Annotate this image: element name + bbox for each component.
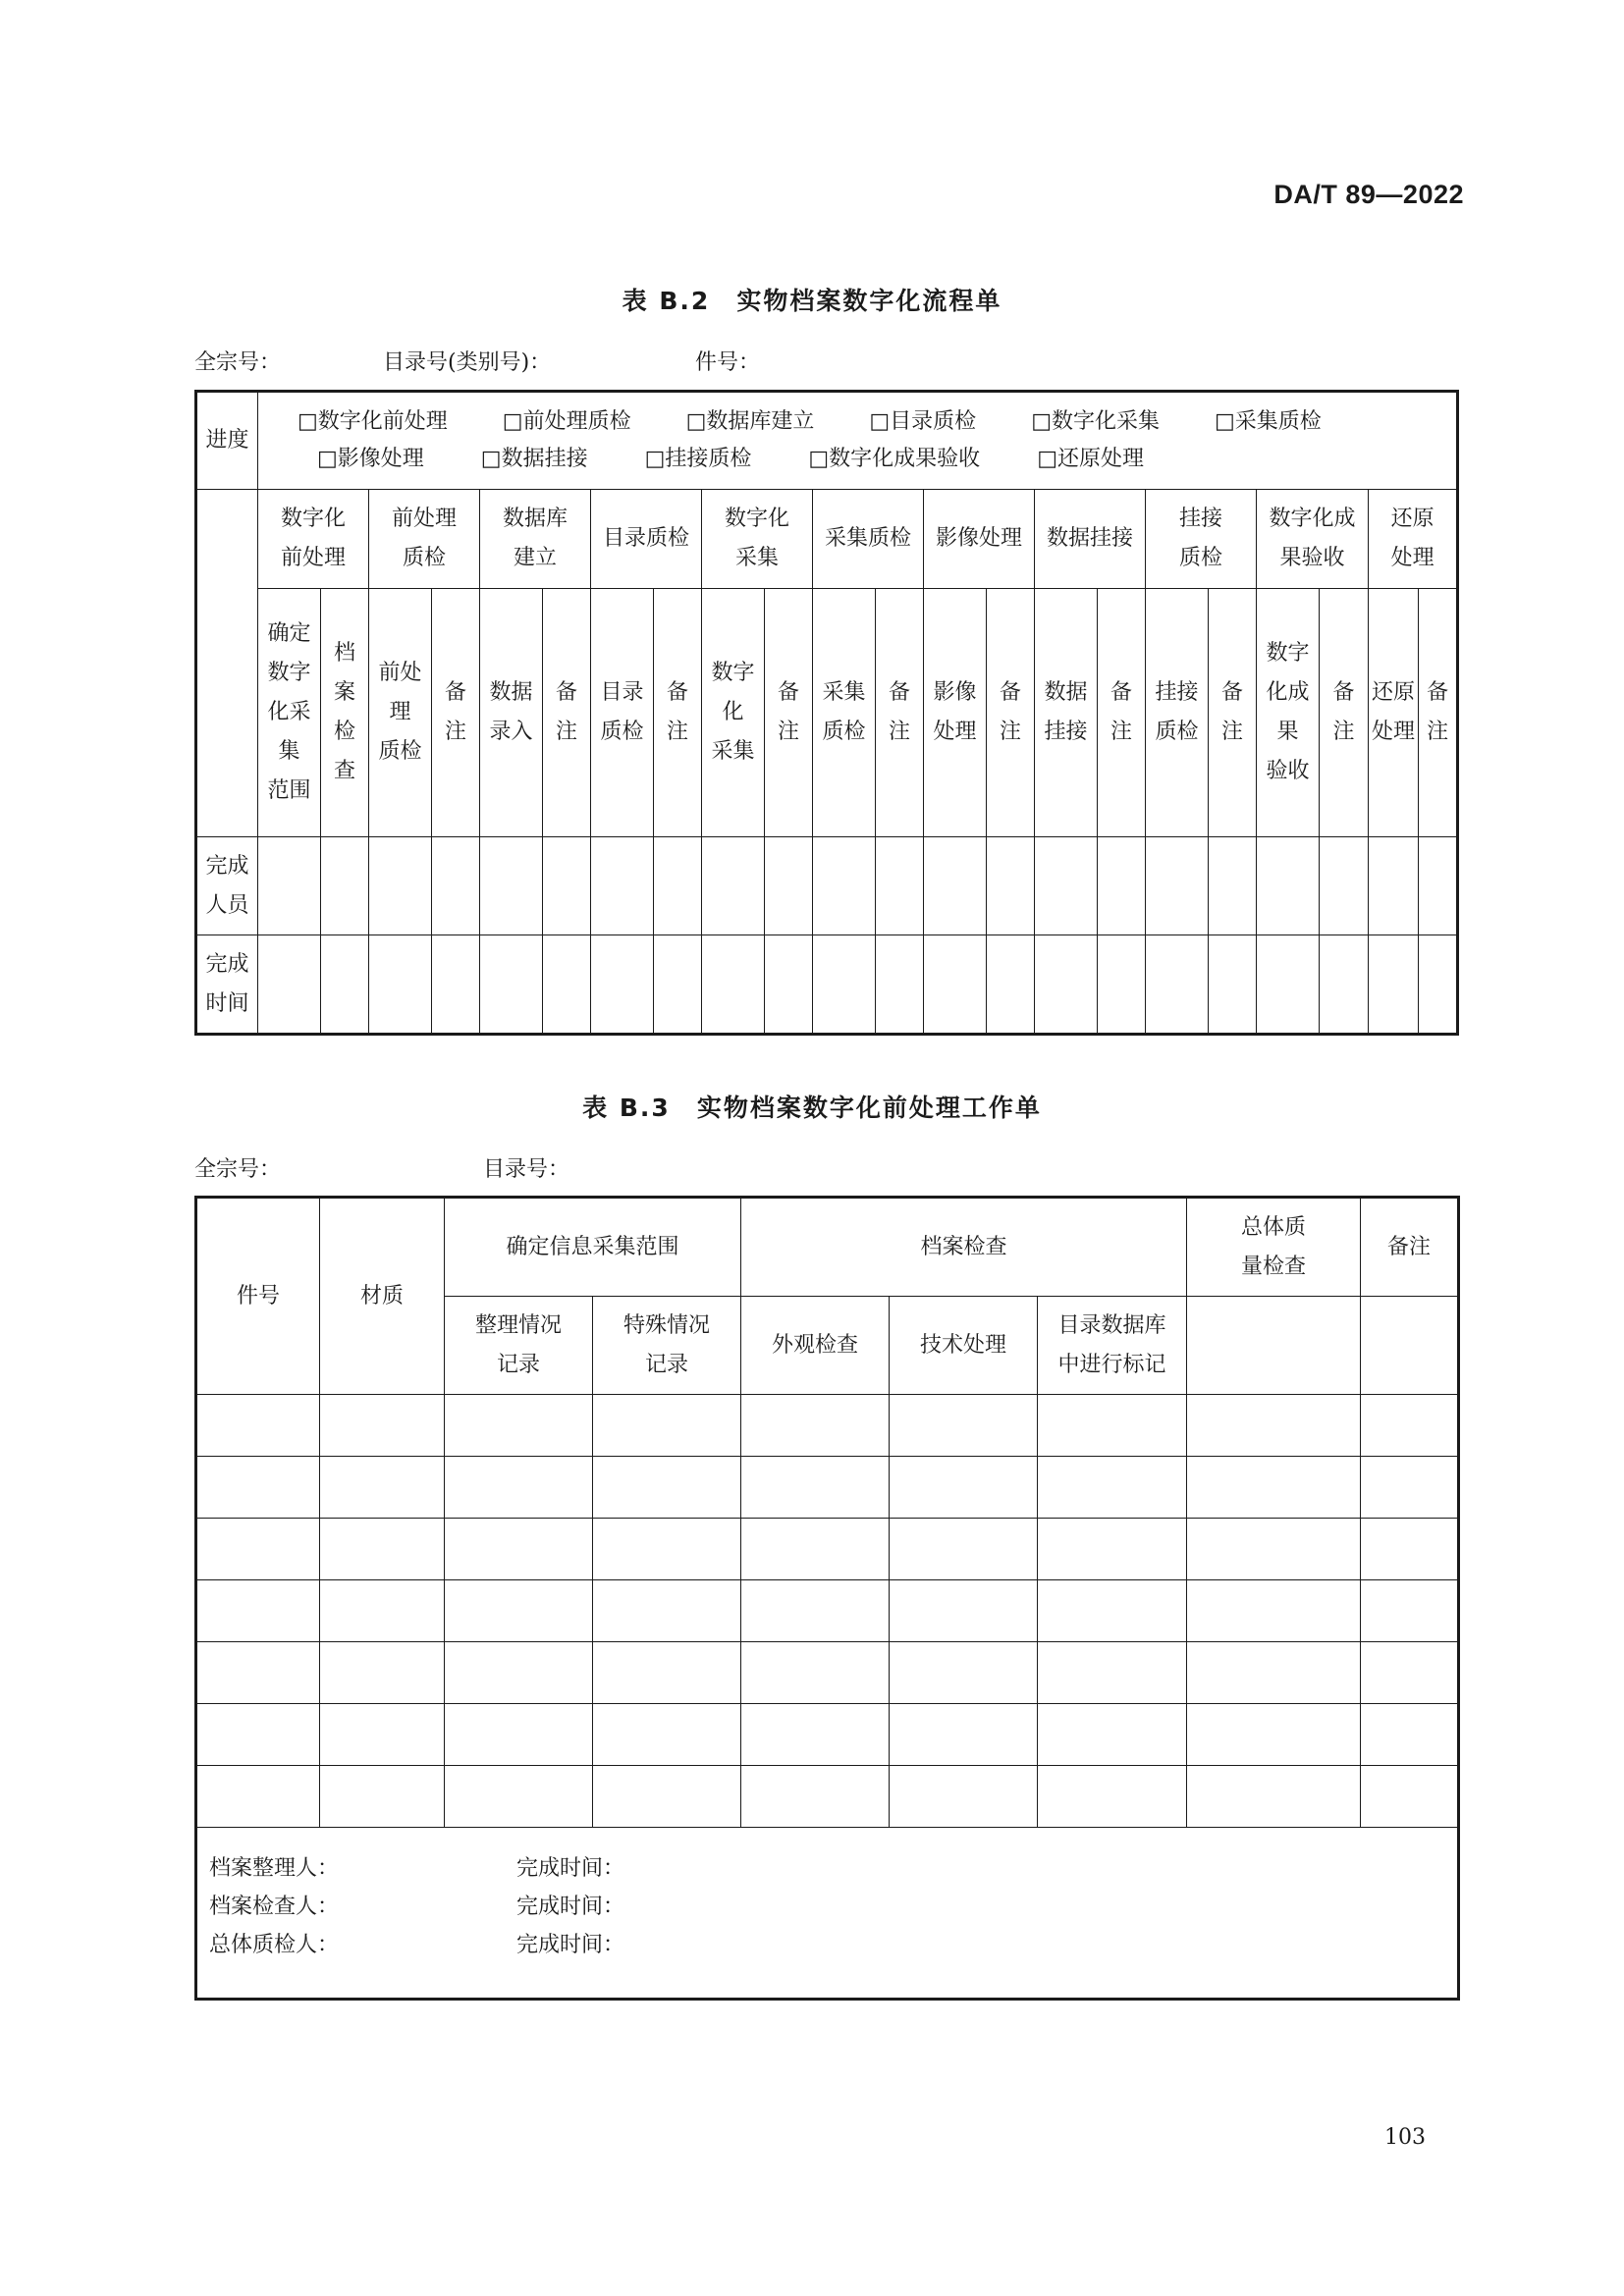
sub-column-header: 采集 质检 [813, 589, 876, 837]
entry-cell[interactable] [876, 935, 924, 1035]
stage-header: 数字化成 果验收 [1257, 490, 1369, 589]
entry-cell[interactable] [765, 837, 813, 935]
special-record-header: 特殊情况 记录 [593, 1297, 741, 1395]
fonds-label: 全宗号： [194, 1157, 282, 1182]
entry-cell[interactable] [1038, 1457, 1187, 1519]
stage-header: 采集质检 [813, 490, 924, 589]
progress-checkbox-item[interactable]: □影像处理 [317, 447, 424, 471]
entry-cell[interactable] [765, 935, 813, 1035]
sub-column-header: 挂接 质检 [1146, 589, 1209, 837]
entry-cell[interactable] [320, 1642, 445, 1704]
signer-label: 档案整理人： [209, 1856, 340, 1881]
remark-header: 备注 [1361, 1198, 1459, 1297]
entry-cell[interactable] [1361, 1642, 1459, 1704]
table-row [196, 1457, 1459, 1519]
entry-cell[interactable] [924, 837, 987, 935]
entry-cell[interactable] [369, 837, 432, 935]
sub-column-header: 影像 处理 [924, 589, 987, 837]
catalog-label: 目录号(类别号)： [383, 350, 552, 375]
entry-cell[interactable] [432, 837, 480, 935]
table-row [196, 1642, 1459, 1704]
material-header: 材质 [320, 1198, 445, 1395]
tech-header: 技术处理 [890, 1297, 1038, 1395]
overall-header: 总体质 量检查 [1187, 1198, 1361, 1297]
item-no-header: 件号 [196, 1198, 320, 1395]
entry-cell[interactable] [593, 1642, 741, 1704]
sort-record-header: 整理情况 记录 [445, 1297, 593, 1395]
sub-column-header: 备 注 [876, 589, 924, 837]
entry-cell[interactable] [1038, 1519, 1187, 1580]
entry-cell[interactable] [445, 1704, 593, 1766]
sub-column-header: 备 注 [1098, 589, 1146, 837]
entry-cell[interactable] [320, 1704, 445, 1766]
entry-cell[interactable] [1038, 1395, 1187, 1457]
entry-cell[interactable] [258, 935, 321, 1035]
entry-cell[interactable] [543, 935, 591, 1035]
check-header: 档案检查 [741, 1198, 1187, 1297]
entry-cell[interactable] [1038, 1580, 1187, 1642]
entry-cell[interactable] [741, 1766, 890, 1828]
sub-column-header: 备 注 [1209, 589, 1257, 837]
entry-cell[interactable] [741, 1519, 890, 1580]
completed-by-row [196, 837, 1458, 935]
table-b2-title: 表 B.2 实物档案数字化流程单 [622, 287, 1002, 315]
signer-line [209, 1888, 1457, 1926]
progress-checkbox-item[interactable]: □数据挂接 [480, 447, 588, 471]
entry-cell[interactable] [741, 1704, 890, 1766]
stage-header: 还原 处理 [1369, 490, 1458, 589]
entry-cell[interactable] [890, 1580, 1038, 1642]
entry-cell[interactable] [1361, 1395, 1459, 1457]
entry-cell[interactable] [813, 935, 876, 1035]
entry-cell[interactable] [445, 1642, 593, 1704]
entry-cell[interactable] [196, 1395, 320, 1457]
sub-column-header: 数据 录入 [480, 589, 543, 837]
sub-column-header: 目录 质检 [591, 589, 654, 837]
entry-cell[interactable] [1187, 1704, 1361, 1766]
table-b3 [194, 1196, 1460, 2001]
entry-cell[interactable] [196, 1642, 320, 1704]
sub-column-header: 数据 挂接 [1035, 589, 1098, 837]
entry-cell[interactable] [890, 1704, 1038, 1766]
entry-cell[interactable] [196, 1704, 320, 1766]
entry-cell[interactable] [196, 1519, 320, 1580]
entry-cell[interactable] [1035, 837, 1098, 935]
entry-cell[interactable] [741, 1642, 890, 1704]
entry-cell[interactable] [320, 1766, 445, 1828]
stage-header: 数字化 采集 [702, 490, 813, 589]
sub-column-header: 备 注 [987, 589, 1035, 837]
entry-cell[interactable] [1361, 1457, 1459, 1519]
entry-cell[interactable] [890, 1766, 1038, 1828]
signer-line [209, 1849, 1457, 1888]
entry-cell[interactable] [445, 1519, 593, 1580]
entry-cell[interactable] [702, 935, 765, 1035]
completion-time-label: 完成时间： [516, 1895, 625, 1919]
progress-checkbox-item[interactable]: □前处理质检 [502, 409, 631, 434]
table-b3-title: 表 B.3 实物档案数字化前处理工作单 [582, 1094, 1042, 1122]
entry-cell[interactable] [445, 1766, 593, 1828]
sub-column-header: 数字 化成 果 验收 [1257, 589, 1320, 837]
signer-label: 总体质检人： [209, 1933, 340, 1957]
entry-cell[interactable] [320, 1395, 445, 1457]
entry-cell[interactable] [1187, 1766, 1361, 1828]
entry-cell[interactable] [432, 935, 480, 1035]
signers-block [196, 1828, 1459, 2000]
entry-cell[interactable] [258, 837, 321, 935]
entry-cell[interactable] [876, 837, 924, 935]
entry-cell[interactable] [1419, 837, 1458, 935]
entry-cell[interactable] [1361, 1519, 1459, 1580]
entry-cell[interactable] [1209, 935, 1257, 1035]
sub-column-header: 确定 数字 化采 集 范围 [258, 589, 321, 837]
entry-cell[interactable] [1146, 837, 1209, 935]
stage-header: 影像处理 [924, 490, 1035, 589]
entry-cell[interactable] [445, 1457, 593, 1519]
entry-cell[interactable] [1187, 1580, 1361, 1642]
progress-checkbox-item[interactable]: □数据库建立 [685, 409, 815, 434]
progress-checkbox-item[interactable]: □挂接质检 [644, 447, 752, 471]
entry-cell[interactable] [593, 1766, 741, 1828]
sub-column-header: 备 注 [432, 589, 480, 837]
entry-cell[interactable] [1209, 837, 1257, 935]
entry-cell[interactable] [1038, 1642, 1187, 1704]
entry-cell[interactable] [543, 837, 591, 935]
entry-cell[interactable] [480, 837, 543, 935]
entry-cell[interactable] [741, 1457, 890, 1519]
stage-header: 数据挂接 [1035, 490, 1146, 589]
completed-time-row [196, 935, 1458, 1035]
entry-cell[interactable] [1369, 837, 1419, 935]
sub-column-header: 数字 化 采集 [702, 589, 765, 837]
entry-cell[interactable] [890, 1519, 1038, 1580]
overall-blank [1187, 1297, 1361, 1395]
row-label: 完成 人员 [196, 837, 258, 935]
entry-cell[interactable] [654, 837, 702, 935]
entry-cell[interactable] [702, 837, 765, 935]
entry-cell[interactable] [593, 1457, 741, 1519]
entry-cell[interactable] [480, 935, 543, 1035]
entry-cell[interactable] [320, 1457, 445, 1519]
entry-cell[interactable] [321, 935, 369, 1035]
entry-cell[interactable] [445, 1580, 593, 1642]
entry-cell[interactable] [321, 837, 369, 935]
entry-cell[interactable] [1187, 1457, 1361, 1519]
db-mark-header: 目录数据库 中进行标记 [1038, 1297, 1187, 1395]
entry-cell[interactable] [1419, 935, 1458, 1035]
entry-cell[interactable] [196, 1457, 320, 1519]
entry-cell[interactable] [890, 1457, 1038, 1519]
sub-column-header: 还原 处理 [1369, 589, 1419, 837]
entry-cell[interactable] [987, 935, 1035, 1035]
stage-header: 目录质检 [591, 490, 702, 589]
progress-line [298, 441, 1456, 478]
progress-checkbox-item[interactable]: □还原处理 [1037, 447, 1144, 471]
stage-header: 挂接 质检 [1146, 490, 1257, 589]
progress-checklist [258, 392, 1458, 490]
entry-cell[interactable] [445, 1395, 593, 1457]
entry-cell[interactable] [741, 1395, 890, 1457]
fonds-label: 全宗号： [194, 350, 282, 375]
entry-cell[interactable] [591, 837, 654, 935]
entry-cell[interactable] [1146, 935, 1209, 1035]
signer-line [209, 1926, 1457, 1964]
table-row [196, 1704, 1459, 1766]
sub-column-header: 备 注 [654, 589, 702, 837]
standard-code: DA/T 89—2022 [1273, 180, 1464, 209]
progress-checkbox-item[interactable]: □采集质检 [1214, 409, 1322, 434]
progress-checkbox-item[interactable]: □数字化采集 [1031, 409, 1160, 434]
catalog-label: 目录号： [483, 1157, 570, 1182]
entry-cell[interactable] [593, 1519, 741, 1580]
entry-cell[interactable] [1187, 1519, 1361, 1580]
entry-cell[interactable] [591, 935, 654, 1035]
entry-cell[interactable] [890, 1642, 1038, 1704]
appearance-header: 外观检查 [741, 1297, 890, 1395]
entry-cell[interactable] [813, 837, 876, 935]
entry-cell[interactable] [1035, 935, 1098, 1035]
progress-line [298, 403, 1456, 441]
entry-cell[interactable] [1098, 935, 1146, 1035]
signer-label: 档案检查人： [209, 1895, 340, 1919]
entry-cell[interactable] [1038, 1704, 1187, 1766]
remark-blank [1361, 1297, 1459, 1395]
entry-cell[interactable] [196, 1766, 320, 1828]
entry-cell[interactable] [369, 935, 432, 1035]
entry-cell[interactable] [593, 1704, 741, 1766]
completion-time-label: 完成时间： [516, 1856, 625, 1881]
entry-cell[interactable] [1257, 837, 1320, 935]
entry-cell[interactable] [196, 1580, 320, 1642]
sub-column-header: 备 注 [1320, 589, 1369, 837]
entry-cell[interactable] [1187, 1395, 1361, 1457]
entry-cell[interactable] [741, 1580, 890, 1642]
stage-header: 数字化 前处理 [258, 490, 369, 589]
entry-cell[interactable] [1361, 1766, 1459, 1828]
entry-cell[interactable] [890, 1395, 1038, 1457]
entry-cell[interactable] [593, 1395, 741, 1457]
sub-column-header: 备 注 [1419, 589, 1458, 837]
progress-label: 进度 [196, 392, 258, 490]
sub-column-header: 前处 理 质检 [369, 589, 432, 837]
scope-header: 确定信息采集范围 [445, 1198, 741, 1297]
entry-cell[interactable] [654, 935, 702, 1035]
table-row [196, 1580, 1459, 1642]
entry-cell[interactable] [1257, 935, 1320, 1035]
entry-cell[interactable] [924, 935, 987, 1035]
entry-cell[interactable] [1320, 935, 1369, 1035]
progress-checkbox-item[interactable]: □目录质检 [869, 409, 977, 434]
page-number: 103 [1384, 2125, 1426, 2150]
stage-header: 前处理 质检 [369, 490, 480, 589]
table-row [196, 1519, 1459, 1580]
entry-cell[interactable] [1320, 837, 1369, 935]
table-row [196, 1395, 1459, 1457]
entry-cell[interactable] [1361, 1580, 1459, 1642]
progress-checkbox-item[interactable]: □数字化成果验收 [808, 447, 981, 471]
table-b2 [194, 390, 1459, 1036]
sub-column-header: 备 注 [543, 589, 591, 837]
entry-cell[interactable] [1038, 1766, 1187, 1828]
entry-cell[interactable] [1187, 1642, 1361, 1704]
table-row [196, 1766, 1459, 1828]
entry-cell[interactable] [987, 837, 1035, 935]
entry-cell[interactable] [320, 1519, 445, 1580]
entry-cell[interactable] [1361, 1704, 1459, 1766]
entry-cell[interactable] [1369, 935, 1419, 1035]
sub-column-header: 备 注 [765, 589, 813, 837]
row-label: 完成 时间 [196, 935, 258, 1035]
entry-cell[interactable] [1098, 837, 1146, 935]
progress-checkbox-item[interactable]: □数字化前处理 [298, 409, 448, 434]
blank-corner [196, 490, 258, 837]
sub-column-header: 档 案 检 查 [321, 589, 369, 837]
entry-cell[interactable] [320, 1580, 445, 1642]
completion-time-label: 完成时间： [516, 1933, 625, 1957]
item-label: 件号： [695, 350, 761, 375]
stage-header: 数据库 建立 [480, 490, 591, 589]
entry-cell[interactable] [593, 1580, 741, 1642]
